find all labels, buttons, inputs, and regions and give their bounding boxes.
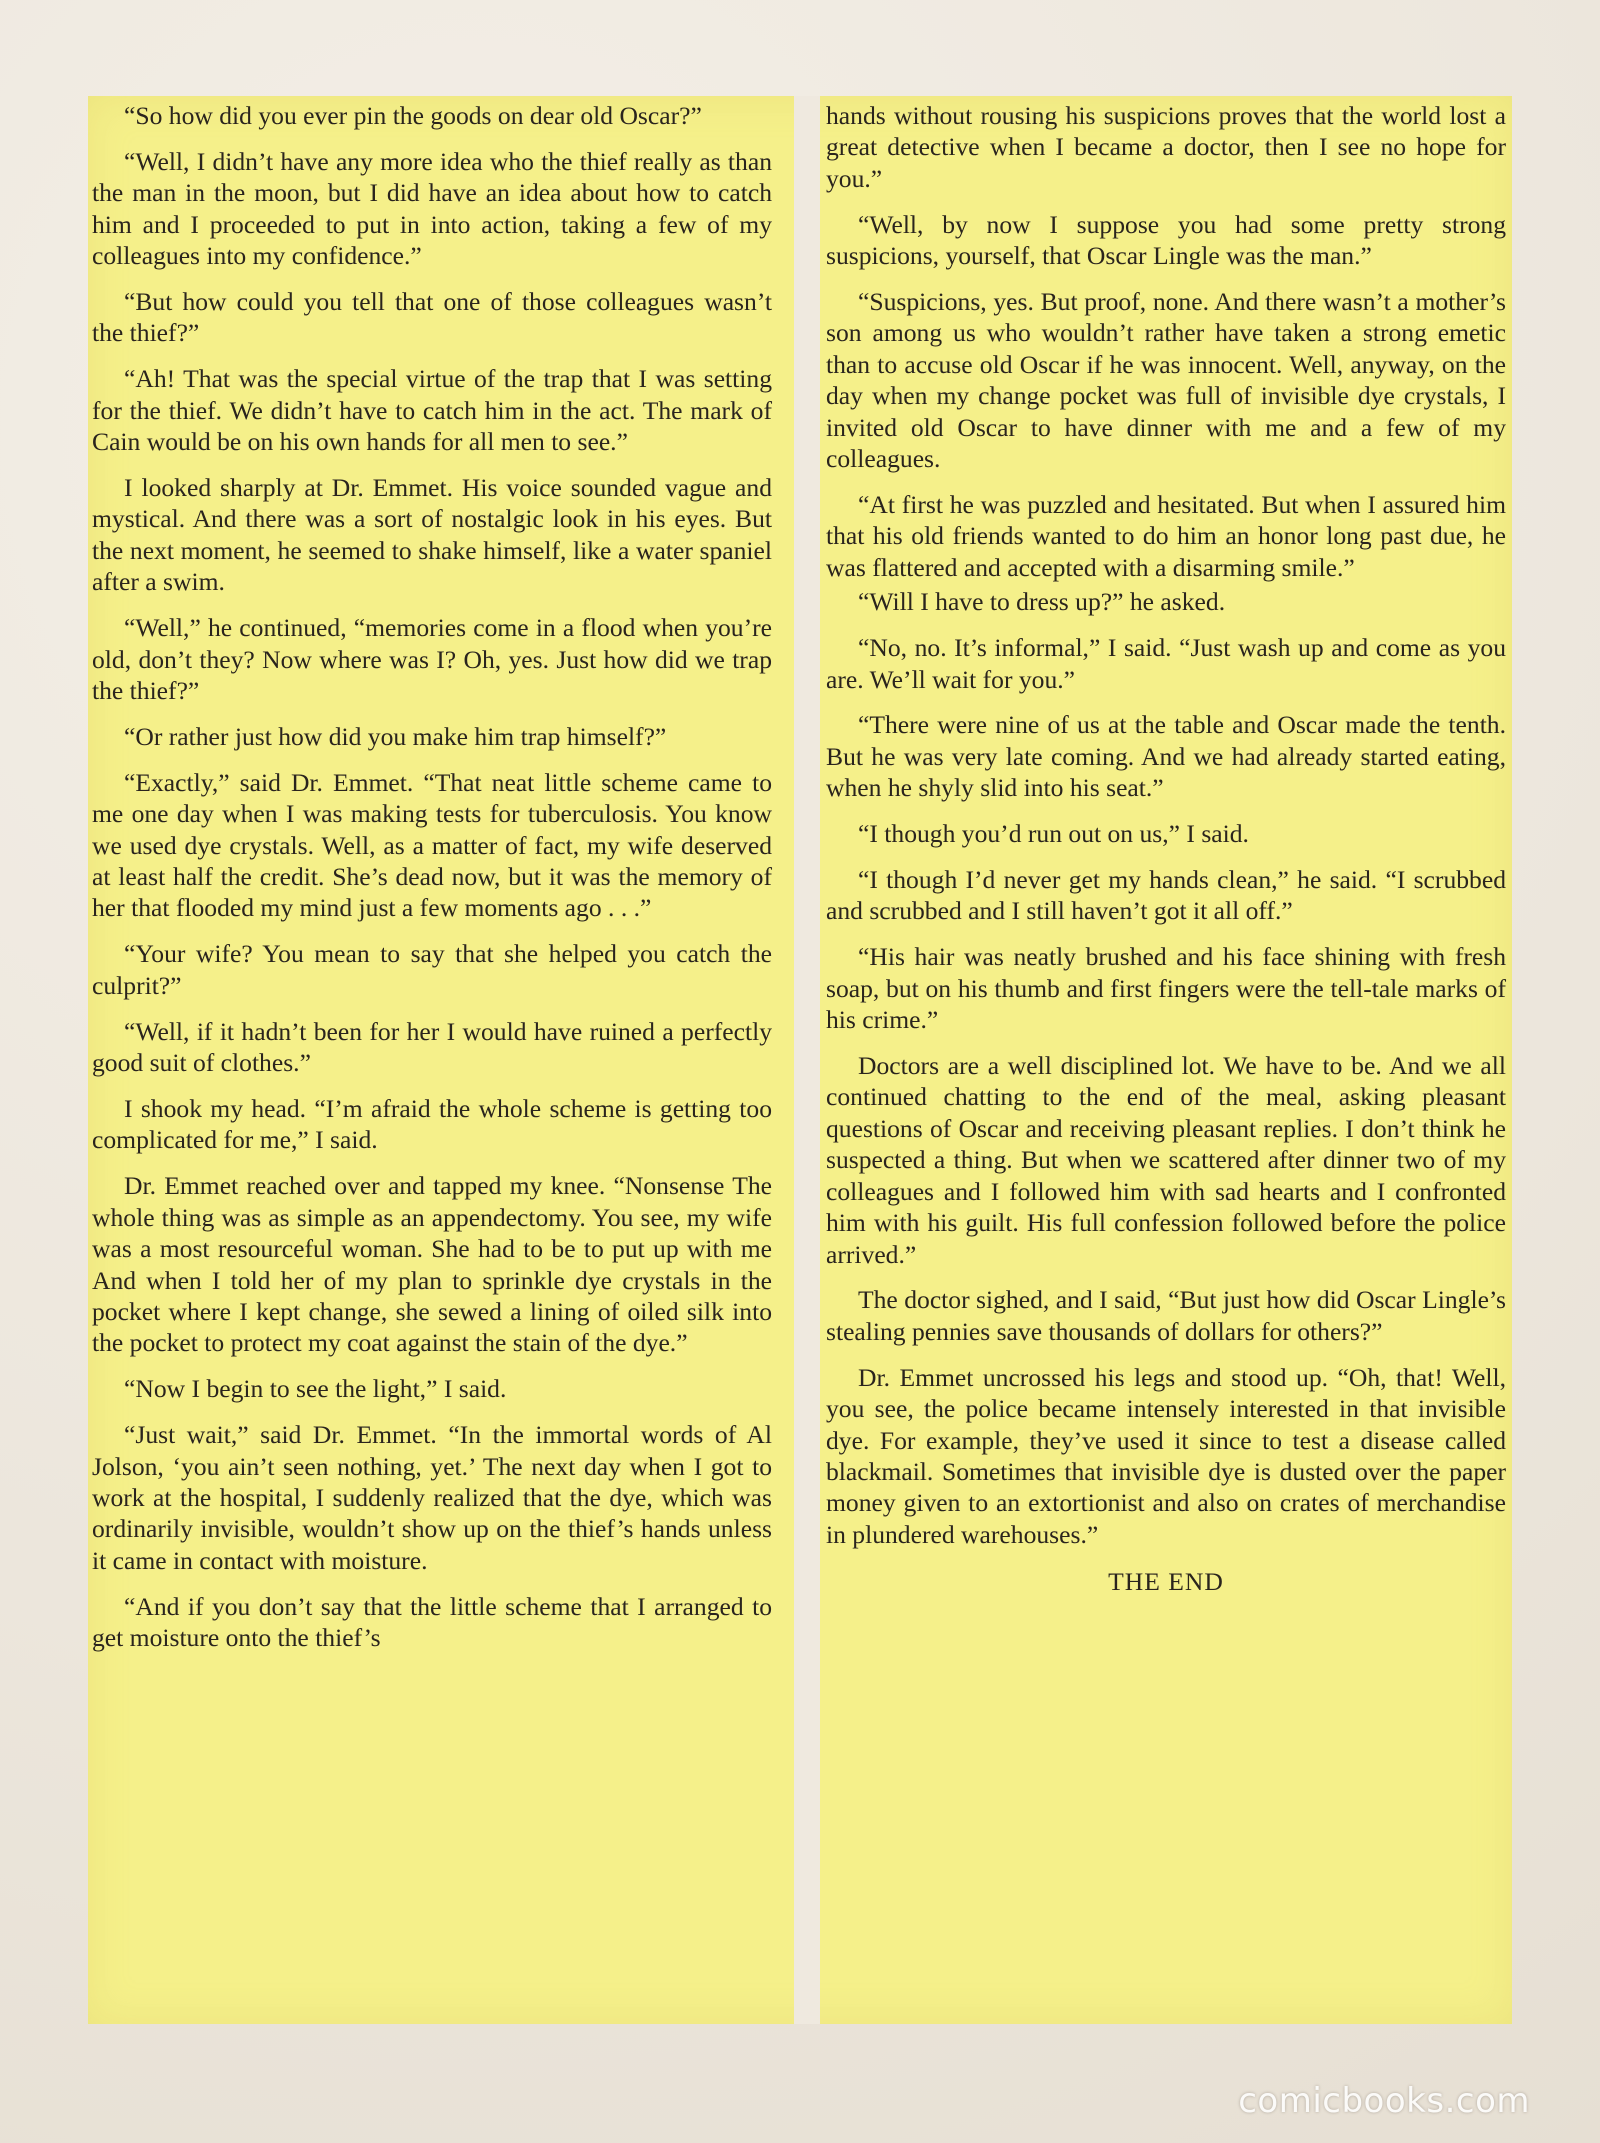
paragraph: Dr. Emmet reached over and tapped my knee. “Nonsense The whole thing was as simple as an appendectomy. You see, my wife was a most resourceful woman. She had to be to put up with me And when I told her of my plan to sprinkle dye crystals in the pocket where I kept change, she sewed a lining of oiled silk into the pocket to protect my coat against the stain of the dye.” [92,1171,772,1358]
paragraph: “There were nine of us at the table and Oscar made the tenth. But he was very late coming. And we had already started eating, when he shyly slid into his seat.” [826,710,1506,803]
paragraph: “Ah! That was the special virtue of the trap that I was setting for the thief. We didn’t have to catch him in the act. The mark of Cain would be on his own hands for all men to see.” [92,364,772,457]
paragraph: “Well,” he continued, “memories come in a flood when you’re old, don’t they? Now where was I? Oh, yes. Just how did we trap the thief?” [92,613,772,705]
paragraph: Dr. Emmet uncrossed his legs and stood up. “Oh, that! Well, you see, the police became intensely interested in that invisible dye. For example, they’ve used it since to test a disease called blackmail. Sometimes that invisible dye is dusted over the paper money given to an extortionist and also on crates of merchandise in plundered warehouses.” [826,1362,1506,1549]
paragraph: “I though you’d run out on us,” I said. [858,819,1249,849]
paragraph: “Your wife? You mean to say that she helped you catch the culprit?” [92,939,772,1000]
paragraph: “At first he was puzzled and hesitated. But when I assured him that his old friends wanted to do him an honor long past due, he was flattered and accepted with a disarming smile.” [826,489,1506,582]
column-gutter [794,96,820,2024]
paragraph: Doctors are a well disciplined lot. We have to be. And we all continued chatting to the end of the meal, asking pleasant questions of Oscar and receiving pleasant replies. I don’t think he suspected a thing. But when we scattered after dinner two of my colleagues and I followed him with sad hearts and I confronted him with his guilt. His full confession followed before the police arrived.” [826,1051,1506,1269]
paragraph: I looked sharply at Dr. Emmet. His voice sounded vague and mystical. And there was a sort of nostalgic look in his eyes. But the next moment, he seemed to shake himself, like a water spaniel after a swim. [92,473,772,597]
paragraph: “Now I begin to see the light,” I said. [124,1374,507,1404]
paragraph: “Or rather just how did you make him trap himself?” [124,721,667,751]
paragraph: “Well, by now I suppose you had some pretty strong suspicions, yourself, that Oscar Lingle was the man.” [826,209,1506,271]
paragraph: “Well, I didn’t have any more idea who the thief really as than the man in the moon, but I did have an idea about how to catch him and I proceeded to put in into action, taking a few of my colleagues into my confidence.” [92,146,772,271]
paragraph: The doctor sighed, and I said, “But just how did Oscar Lingle’s stealing pennies save thousands of dollars for others?” [826,1285,1506,1346]
left-text-column [92,100,772,1668]
paragraph: “Will I have to dress up?” he asked. [858,587,1226,617]
paragraph: “But how could you tell that one of those colleagues wasn’t the thief?” [92,287,772,348]
paragraph: “I though I’d never get my hands clean,” he said. “I scrubbed and scrubbed and I still haven’t got it all off.” [826,865,1506,926]
paragraph: “Exactly,” said Dr. Emmet. “That neat little scheme came to me one day when I was making tests for tuberculosis. You know we used dye crystals. Well, as a matter of fact, my wife deserved at least half the credit. She’s dead now, but it was the memory of her that flooded my mind just a few moments ago . . .” [92,767,772,923]
paragraph: I shook my head. “I’m afraid the whole scheme is getting too complicated for me,” I said. [92,1093,772,1155]
paragraph: “Well, if it hadn’t been for her I would have ruined a perfectly good suit of clothes.” [92,1016,772,1078]
paragraph: “Suspicions, yes. But proof, none. And there wasn’t a mother’s son among us who wouldn’t rather have taken a strong emetic than to accuse old Oscar if he was innocent. Well, anyway, on the day when my change pocket was full of invisible dye crystals, I invited old Oscar to have dinner with me and a few of my colleagues. [826,287,1506,474]
site-watermark: comicbooks.com [1238,2081,1530,2121]
paragraph: “And if you don’t say that the little scheme that I arranged to get moisture onto the thief’s [92,1591,772,1653]
story-ending: THE END [1108,1567,1224,1597]
paragraph: hands without rousing his suspicions proves that the world lost a great detective when I became a doctor, then I see no hope for you.” [826,101,1506,193]
right-text-column [826,100,1506,1612]
paragraph: “His hair was neatly brushed and his face shining with fresh soap, but on his thumb and first fingers were the tell-tale marks of his crime.” [826,942,1506,1035]
paragraph: “So how did you ever pin the goods on dear old Oscar?” [124,101,702,130]
paragraph: “No, no. It’s informal,” I said. “Just wash up and come as you are. We’ll wait for you.” [826,633,1506,694]
paragraph: “Just wait,” said Dr. Emmet. “In the immortal words of Al Jolson, ‘you ain’t seen nothing, yet.’ The next day when I got to work at the hospital, I suddenly realized that the dye, which was ordinarily invisible, wouldn’t show up on the thief’s hands unless it came in contact with moisture. [92,1420,772,1575]
